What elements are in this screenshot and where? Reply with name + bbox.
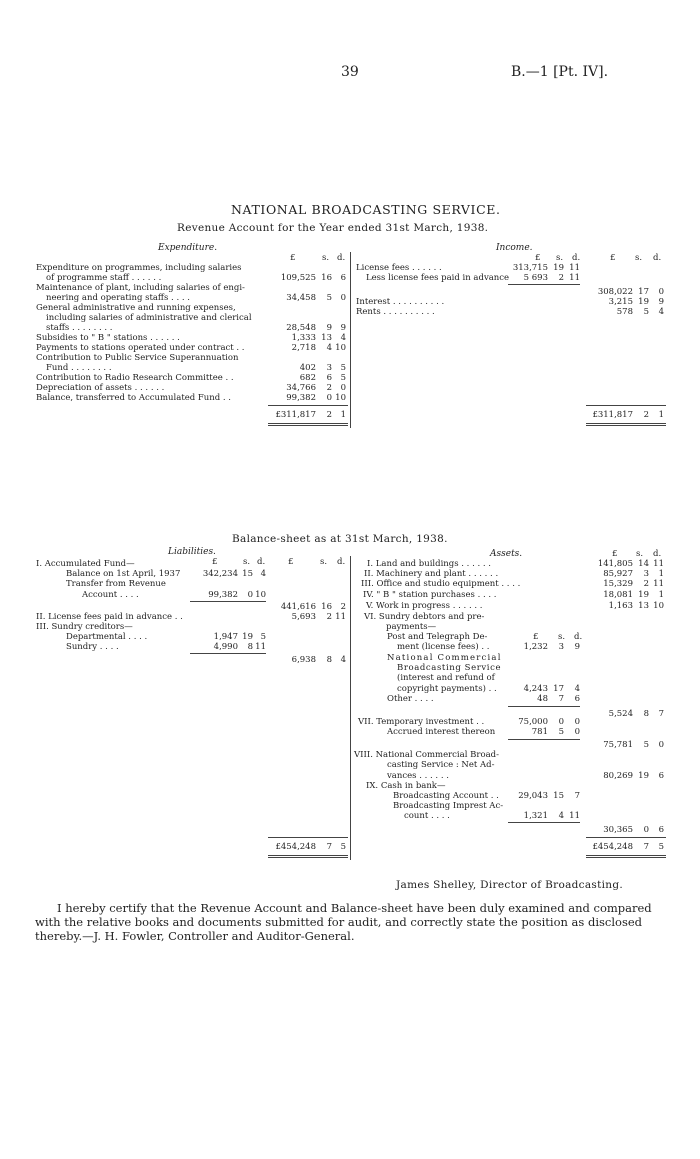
exp-col-pounds: £ <box>290 253 296 263</box>
exp-row-label: Contribution to Public Service Superannuation <box>36 353 239 363</box>
inc-total-pence: 1 <box>658 410 664 420</box>
temp-total-pounds: 75,781 <box>603 740 633 750</box>
assets-heading: Assets. <box>490 549 523 559</box>
balance-1937-label: Balance on 1st April, 1937 <box>66 569 181 579</box>
inner-col-pounds: £ <box>533 632 539 642</box>
cash-total-shillings: 0 <box>643 825 649 835</box>
exp-amount-shillings: 5 <box>326 293 332 303</box>
exp-col-shillings: s. <box>322 253 330 263</box>
exp-amount-pence: 0 <box>340 293 346 303</box>
exp-amount-pence: 9 <box>340 323 346 333</box>
exp-total-double-rule <box>268 423 348 426</box>
transfer-label: Transfer from Revenue <box>66 579 166 589</box>
ncs-label: National Commercial <box>387 653 502 663</box>
ncs-advances-pence: 6 <box>658 771 664 781</box>
asset-item-pence: 1 <box>658 569 664 579</box>
sundry-debtors-label: payments— <box>386 622 437 632</box>
accumulated-fund-label: I. Accumulated Fund— <box>36 559 135 569</box>
other-pence: 6 <box>574 694 580 704</box>
exp-row-label: Balance, transferred to Accumulated Fund . . <box>36 393 232 403</box>
sundry-debtors-label: VI. Sundry debtors and pre- <box>364 612 485 622</box>
broadcasting-account-label: Broadcasting Account . . <box>393 791 499 801</box>
sundry-total-shillings: 8 <box>643 709 649 719</box>
accrued-interest-pence: 0 <box>574 727 580 737</box>
less-advance-shillings: 2 <box>558 273 564 283</box>
liab-col-pence: d. <box>257 557 266 567</box>
asset-item-pence: 11 <box>653 579 664 589</box>
broadcasting-account-shillings: 15 <box>553 791 564 801</box>
exp-amount-pounds: 28,548 <box>286 323 316 333</box>
ncs-advances-label: casting Service : Net Ad- <box>387 760 495 770</box>
rents-pence: 4 <box>658 307 664 317</box>
departmental-label: Departmental . . . . <box>66 632 148 642</box>
liab-total-pence: 5 <box>340 842 346 852</box>
exp-amount-shillings: 13 <box>321 333 332 343</box>
liab-col-pounds-2: £ <box>288 557 294 567</box>
imprest-pence: 11 <box>569 811 580 821</box>
license-fees-pence: 11 <box>569 263 580 273</box>
revenue-divider <box>350 252 351 428</box>
departmental-pounds: 1,947 <box>213 632 238 642</box>
liab-total-shillings: 7 <box>326 842 332 852</box>
asset-item-pounds: 1,163 <box>608 601 633 611</box>
temp-investment-shillings: 0 <box>558 717 564 727</box>
exp-row-label: staffs . . . . . . . . <box>46 323 113 333</box>
asset-item-label: II. Machinery and plant . . . . . . <box>364 569 499 579</box>
liab-total-double-rule <box>268 855 348 858</box>
exp-amount-pounds: 34,458 <box>286 293 316 303</box>
sundry-shillings: 8 <box>247 642 253 652</box>
ncs-advances-label: vances . . . . . . <box>387 771 449 781</box>
document-title: NATIONAL BROADCASTING SERVICE. <box>231 202 501 217</box>
exp-amount-pence: 6 <box>340 273 346 283</box>
imprest-label: count . . . . <box>404 811 450 821</box>
asset-item-label: III. Office and studio equipment . . . . <box>361 579 521 589</box>
sundry-pounds: 4,990 <box>213 642 238 652</box>
balance-1937-pence: 4 <box>260 569 266 579</box>
temp-investment-pounds: 75,000 <box>518 717 548 727</box>
license-paid-pence: 11 <box>335 612 346 622</box>
asset-item-pounds: 18,081 <box>603 590 633 600</box>
post-telegraph-label: Post and Telegraph De- <box>387 632 488 642</box>
asset-item-label: V. Work in progress . . . . . . <box>366 601 483 611</box>
post-telegraph-pence: 9 <box>574 642 580 652</box>
inc-col-pounds: £ <box>535 253 541 263</box>
fund-total-pounds: 441,616 <box>280 602 316 612</box>
inc-col-pence-2: d. <box>653 253 662 263</box>
signature: James Shelley, Director of Broadcasting. <box>396 879 623 891</box>
ncs-shillings: 17 <box>553 684 564 694</box>
inc-total-pounds: £311,817 <box>592 410 633 420</box>
assets-total-pounds: £454,248 <box>592 842 633 852</box>
exp-row-label: Maintenance of plant, including salaries of engi- <box>36 283 245 293</box>
broadcasting-account-pounds: 29,043 <box>518 791 548 801</box>
less-advance-pence: 11 <box>569 273 580 283</box>
asset-item-label: IV. " B " station purchases . . . . <box>363 590 497 600</box>
creditors-total-pounds: 6,938 <box>291 655 316 665</box>
certificate-text: I hereby certify that the Revenue Account and Balance-sheet have been duly examined and compared <box>57 901 652 915</box>
liab-col-shillings: s. <box>243 557 251 567</box>
asset-item-pounds: 15,329 <box>603 579 633 589</box>
license-paid-pounds: 5,693 <box>291 612 316 622</box>
creditors-subtotal-rule <box>190 653 266 654</box>
exp-amount-pounds: 34,766 <box>286 383 316 393</box>
interest-shillings: 19 <box>638 297 649 307</box>
exp-amount-pence: 10 <box>335 393 346 403</box>
page-reference: B.—1 [Pt. IV]. <box>511 64 609 80</box>
departmental-pence: 5 <box>260 632 266 642</box>
exp-amount-pounds: 1,333 <box>291 333 316 343</box>
exp-amount-pence: 0 <box>340 383 346 393</box>
sundry-total-pounds: 5,524 <box>608 709 633 719</box>
fund-subtotal-rule <box>190 601 266 602</box>
exp-row-label: including salaries of administrative and clerical <box>46 313 252 323</box>
sundry-label: Sundry . . . . <box>66 642 119 652</box>
balance-sheet-subtitle: Balance-sheet as at 31st March, 1938. <box>232 533 448 545</box>
other-shillings: 7 <box>558 694 564 704</box>
exp-amount-pounds: 99,382 <box>286 393 316 403</box>
transfer-label: Account . . . . <box>82 590 139 600</box>
imprest-label: Broadcasting Imprest Ac- <box>393 801 504 811</box>
assets-total-shillings: 7 <box>643 842 649 852</box>
exp-amount-shillings: 0 <box>326 393 332 403</box>
balance-1937-pounds: 342,234 <box>202 569 238 579</box>
post-telegraph-shillings: 3 <box>558 642 564 652</box>
exp-amount-pence: 5 <box>340 363 346 373</box>
departmental-shillings: 19 <box>242 632 253 642</box>
interest-label: Interest . . . . . . . . . . <box>356 297 445 307</box>
post-telegraph-pounds: 1,232 <box>523 642 548 652</box>
inc-col-pence: d. <box>572 253 581 263</box>
assets-col-pence: d. <box>653 549 662 559</box>
assets-col-pounds: £ <box>612 549 618 559</box>
liab-total-pounds: £454,248 <box>275 842 316 852</box>
balance-1937-shillings: 15 <box>242 569 253 579</box>
transfer-shillings: 0 <box>247 590 253 600</box>
exp-amount-pence: 10 <box>335 343 346 353</box>
asset-item-pence: 10 <box>653 601 664 611</box>
creditors-total-pence: 4 <box>340 655 346 665</box>
sundry-subtotal-rule <box>508 706 580 707</box>
less-advance-pounds: 5 693 <box>523 273 548 283</box>
exp-amount-pence: 5 <box>340 373 346 383</box>
liab-col-pence-2: d. <box>337 557 346 567</box>
net-license-shillings: 17 <box>638 287 649 297</box>
cash-total-pounds: 30,365 <box>603 825 633 835</box>
transfer-pounds: 99,382 <box>208 590 238 600</box>
inc-col-pounds-2: £ <box>610 253 616 263</box>
rents-pounds: 578 <box>616 307 633 317</box>
exp-row-label: General administrative and running expenses, <box>36 303 236 313</box>
transfer-pence: 10 <box>255 590 266 600</box>
accrued-interest-shillings: 5 <box>558 727 564 737</box>
ncs-advances-label: VIII. National Commercial Broad- <box>354 750 499 760</box>
exp-row-label: of programme staff . . . . . . <box>46 273 162 283</box>
exp-total-shillings: 2 <box>326 410 332 420</box>
exp-row-label: Subsidies to " B " stations . . . . . . <box>36 333 180 343</box>
accrued-interest-label: Accrued interest thereon <box>387 727 496 737</box>
less-advance-label: Less license fees paid in advance <box>366 273 510 283</box>
exp-row-label: neering and operating staffs . . . . <box>46 293 190 303</box>
exp-amount-shillings: 9 <box>326 323 332 333</box>
exp-amount-shillings: 6 <box>326 373 332 383</box>
license-fees-shillings: 19 <box>553 263 564 273</box>
liab-col-shillings-2: s. <box>320 557 328 567</box>
asset-item-pence: 1 <box>658 590 664 600</box>
exp-total-pounds: £311,817 <box>275 410 316 420</box>
assets-total-pence: 5 <box>658 842 664 852</box>
exp-amount-pounds: 2,718 <box>291 343 316 353</box>
certificate-text: with the relative books and documents submitted for audit, and correctly state the position as disclosed <box>35 915 643 929</box>
asset-item-pounds: 141,805 <box>597 559 633 569</box>
license-subtotal-rule <box>508 284 580 285</box>
other-label: Other . . . . <box>387 694 434 704</box>
asset-item-shillings: 13 <box>638 601 649 611</box>
assets-col-shillings: s. <box>636 549 644 559</box>
asset-item-label: I. Land and buildings . . . . . . <box>367 559 491 569</box>
net-license-pounds: 308,022 <box>597 287 633 297</box>
interest-pence: 9 <box>658 297 664 307</box>
inc-col-shillings: s. <box>556 253 564 263</box>
temp-investment-label: VII. Temporary investment . . <box>358 717 485 727</box>
inc-col-shillings-2: s. <box>635 253 643 263</box>
asset-item-shillings: 14 <box>638 559 649 569</box>
income-heading: Income. <box>496 243 533 253</box>
exp-amount-pence: 4 <box>340 333 346 343</box>
inc-total-shillings: 2 <box>643 410 649 420</box>
ncs-advances-pounds: 80,269 <box>603 771 633 781</box>
sundry-total-pence: 7 <box>658 709 664 719</box>
exp-amount-pounds: 109,525 <box>280 273 316 283</box>
license-fees-label: License fees . . . . . . <box>356 263 442 273</box>
inc-total-double-rule <box>586 423 666 426</box>
liab-total-rule <box>268 837 348 838</box>
asset-item-pence: 11 <box>653 559 664 569</box>
license-fees-pounds: 313,715 <box>512 263 548 273</box>
temp-total-pence: 0 <box>658 740 664 750</box>
certificate-text: thereby.—J. H. Fowler, Controller and Auditor-General. <box>35 929 355 943</box>
assets-total-rule <box>586 837 666 838</box>
ncs-label: copyright payments) . . <box>397 684 497 694</box>
liab-col-pounds: £ <box>212 557 218 567</box>
ncs-label: Broadcasting Service <box>397 663 502 673</box>
asset-item-shillings: 19 <box>638 590 649 600</box>
creditors-total-shillings: 8 <box>326 655 332 665</box>
broadcasting-account-pence: 7 <box>574 791 580 801</box>
ncs-pounds: 4,243 <box>523 684 548 694</box>
temp-subtotal-rule <box>508 739 580 740</box>
cash-in-bank-label: IX. Cash in bank— <box>366 781 446 791</box>
rents-label: Rents . . . . . . . . . . <box>356 307 435 317</box>
liabilities-heading: Liabilities. <box>168 547 216 557</box>
exp-amount-shillings: 16 <box>321 273 332 283</box>
exp-row-label: Fund . . . . . . . . <box>46 363 112 373</box>
sundry-creditors-label: III. Sundry creditors— <box>36 622 133 632</box>
imprest-shillings: 4 <box>558 811 564 821</box>
exp-row-label: Payments to stations operated under contract . . <box>36 343 245 353</box>
fund-total-shillings: 16 <box>321 602 332 612</box>
exp-amount-shillings: 3 <box>326 363 332 373</box>
net-license-pence: 0 <box>658 287 664 297</box>
rents-shillings: 5 <box>643 307 649 317</box>
interest-pounds: 3,215 <box>608 297 633 307</box>
license-paid-shillings: 2 <box>326 612 332 622</box>
imprest-pounds: 1,321 <box>523 811 548 821</box>
inner-col-pence: d. <box>574 632 583 642</box>
page-number: 39 <box>341 64 359 80</box>
temp-investment-pence: 0 <box>574 717 580 727</box>
asset-item-shillings: 3 <box>643 569 649 579</box>
exp-amount-pounds: 682 <box>299 373 316 383</box>
exp-col-pence: d. <box>337 253 346 263</box>
ncs-label: (interest and refund of <box>397 673 495 683</box>
expenditure-heading: Expenditure. <box>158 243 218 253</box>
exp-row-label: Depreciation of assets . . . . . . <box>36 383 165 393</box>
ncs-advances-shillings: 19 <box>638 771 649 781</box>
balance-divider <box>350 556 351 860</box>
accrued-interest-pounds: 781 <box>531 727 548 737</box>
sundry-pence: 11 <box>255 642 266 652</box>
revenue-account-subtitle: Revenue Account for the Year ended 31st March, 1938. <box>177 222 489 234</box>
post-telegraph-label: ment (license fees) . . <box>397 642 490 652</box>
exp-amount-shillings: 2 <box>326 383 332 393</box>
cash-subtotal-rule <box>508 822 580 823</box>
asset-item-pounds: 85,927 <box>603 569 633 579</box>
exp-amount-pounds: 402 <box>299 363 316 373</box>
temp-total-shillings: 5 <box>643 740 649 750</box>
inc-total-rule <box>586 405 666 406</box>
exp-total-pence: 1 <box>340 410 346 420</box>
inner-col-shillings: s. <box>558 632 566 642</box>
cash-total-pence: 6 <box>658 825 664 835</box>
fund-total-pence: 2 <box>340 602 346 612</box>
assets-total-double-rule <box>586 855 666 858</box>
asset-item-shillings: 2 <box>643 579 649 589</box>
license-paid-label: II. License fees paid in advance . . <box>36 612 183 622</box>
exp-row-label: Contribution to Radio Research Committee . . <box>36 373 234 383</box>
ncs-pence: 4 <box>574 684 580 694</box>
exp-row-label: Expenditure on programmes, including salaries <box>36 263 242 273</box>
other-pounds: 48 <box>537 694 548 704</box>
exp-total-rule <box>268 405 348 406</box>
exp-amount-shillings: 4 <box>326 343 332 353</box>
